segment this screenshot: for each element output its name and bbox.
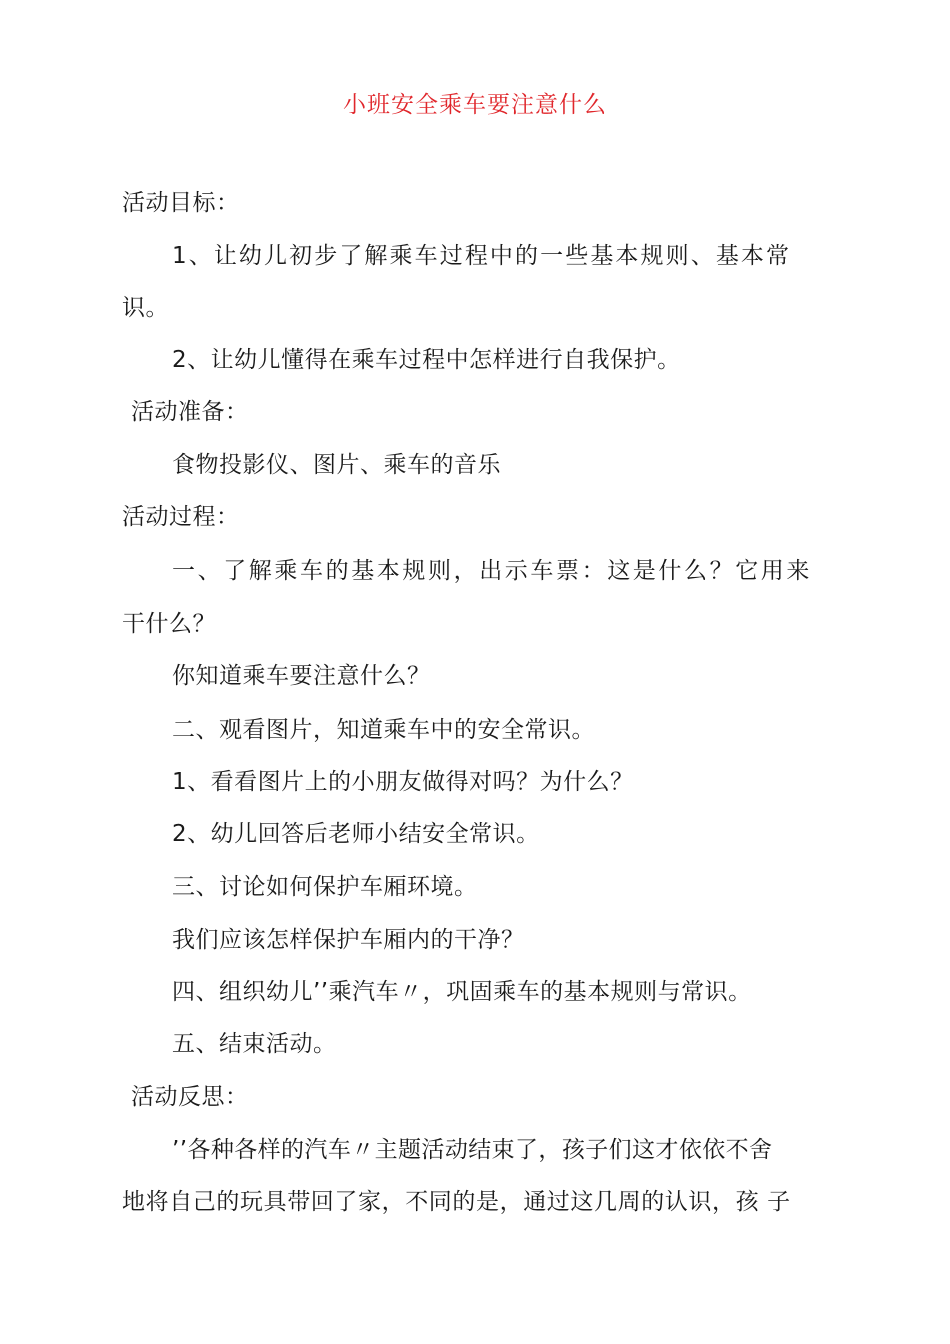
reflection-heading: 活动反思： <box>131 1084 249 1110</box>
step-2-2: 2、幼儿回答后老师小结安全常识。 <box>172 821 540 847</box>
step-1-question: 你知道乘车要注意什么？ <box>172 663 431 689</box>
step-3-question: 我们应该怎样保护车厢内的干净？ <box>172 927 525 953</box>
step-2: 二、观看图片，知道乘车中的安全常识。 <box>172 717 595 743</box>
prep-items: 食物投影仪、图片、乘车的音乐 <box>172 452 501 478</box>
step-1-line-1 <box>172 555 812 587</box>
prep-heading: 活动准备： <box>131 399 249 425</box>
step-1-line-2: 干什么？ <box>122 611 216 637</box>
step-3: 三、讨论如何保护车厢环境。 <box>172 874 478 900</box>
step-2-1: 1、看看图片上的小朋友做得对吗？为什么？ <box>172 769 634 795</box>
step-1-line-1-text: 一、了解乘车的基本规则，出示车票：这是什么？它用来 <box>172 558 812 584</box>
reflection-line-1-text: ’’各种各样的汽车〃主题活动结束了，孩子们这才依依不舍 <box>172 1137 773 1163</box>
process-heading: 活动过程： <box>122 504 240 530</box>
goal-1-line-1-text: 1、让幼儿初步了解乘车过程中的一些基本规则、基本常 <box>172 243 792 269</box>
reflection-line-1 <box>172 1134 772 1166</box>
goal-1-line-2: 识。 <box>122 295 169 321</box>
goals-heading: 活动目标： <box>122 190 240 216</box>
step-5: 五、结束活动。 <box>172 1031 337 1057</box>
goal-2: 2、让幼儿懂得在乘车过程中怎样进行自我保护。 <box>172 347 681 373</box>
document-title: 小班安全乘车要注意什么 <box>343 92 607 118</box>
step-4: 四、组织幼儿’’乘汽车〃，巩固乘车的基本规则与常识。 <box>172 979 752 1005</box>
goal-1-line-1 <box>172 240 828 272</box>
reflection-line-2 <box>122 1186 791 1218</box>
reflection-line-2-text: 地将自己的玩具带回了家，不同的是，通过这几周的认识，孩 子 <box>122 1189 791 1215</box>
